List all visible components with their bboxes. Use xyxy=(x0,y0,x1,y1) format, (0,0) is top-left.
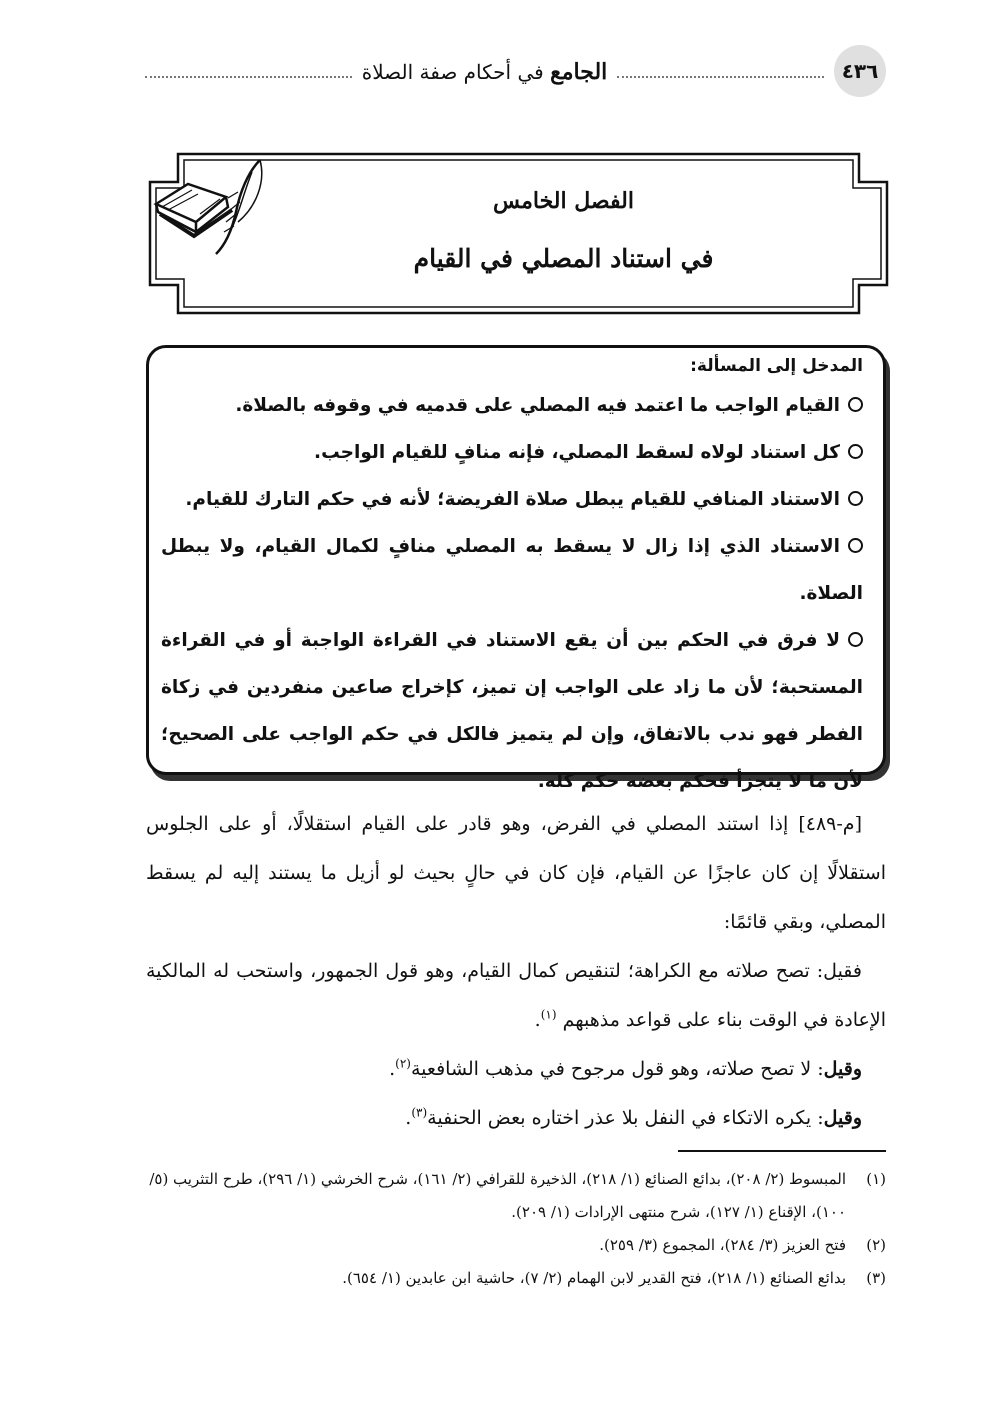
intro-point xyxy=(161,617,863,805)
intro-point xyxy=(161,382,863,429)
header-dots-left xyxy=(145,76,352,78)
intro-heading: المدخل إلى المسألة: xyxy=(690,356,863,376)
paragraph: [م-٤٨٩] إذا استند المصلي في الفرض، وهو قادر على القيام استقلالًا، أو على الجلوس استقلالًا إن كان عاجزًا عن القيام، فإن كان في حالٍ بحيث لو أزيل ما يستند إليه لم يسقط المصلي، وبقي قائمًا: xyxy=(146,813,886,933)
book-quill-icon xyxy=(148,152,268,262)
paragraph-lead: وقيل xyxy=(823,1058,862,1080)
book-title xyxy=(352,59,618,85)
footnote-number: (١) xyxy=(866,1170,886,1188)
footnote xyxy=(146,1163,886,1229)
circle-bullet-icon xyxy=(848,538,863,553)
footnote-text: فتح العزيز (٣/ ٢٨٤)، المجموع (٣/ ٢٥٩). xyxy=(599,1236,846,1254)
header-dots-right xyxy=(617,76,824,78)
circle-bullet-icon xyxy=(848,397,863,412)
paragraph-text: فقيل: تصح صلاته مع الكراهة؛ لتنقيص كمال القيام، وهو قول الجمهور، واستحب له المالكية الإعادة في الوقت بناء على قواعد مذهبهم xyxy=(146,960,886,1031)
chapter-number: الفصل الخامس xyxy=(493,188,634,214)
footnote-ref: (٢) xyxy=(395,1056,411,1071)
paragraph-text: : يكره الاتكاء في النفل بلا عذر اختاره بعض الحنفية xyxy=(427,1107,824,1129)
footnote-ref: (١) xyxy=(540,1007,557,1022)
intro-box xyxy=(146,345,886,792)
intro-point-text: القيام الواجب ما اعتمد فيه المصلي على قدميه في وقوفه بالصلاة. xyxy=(235,395,840,416)
footnote-text: بدائع الصنائع (١/ ٢١٨)، فتح القدير لابن الهمام (٢/ ٧)، حاشية ابن عابدين (١/ ٦٥٤). xyxy=(342,1269,846,1287)
chapter-heading xyxy=(298,152,889,315)
period: . xyxy=(534,1009,541,1031)
circle-bullet-icon xyxy=(848,444,863,459)
footnote-text: المبسوط (٢/ ٢٠٨)، بدائع الصنائع (١/ ٢١٨)، الذخيرة للقرافي (٢/ ١٦١)، شرح الخرشي (١/ ٢٩٦)، طرح التثريب (٥/ ١٠٠)، الإقناع (١/ ١٢٧)، شرح منتهى الإرادات (١/ ٢٠٩). xyxy=(149,1170,846,1221)
intro-point xyxy=(161,523,863,617)
circle-bullet-icon xyxy=(848,491,863,506)
paragraph xyxy=(146,1094,886,1143)
period: . xyxy=(405,1107,412,1129)
footnotes xyxy=(146,1163,886,1295)
footnote xyxy=(146,1262,886,1295)
book-title-rest: في أحكام صفة الصلاة xyxy=(361,60,544,84)
book-title-main: الجامع xyxy=(550,59,608,85)
paragraph xyxy=(146,1045,886,1094)
intro-points xyxy=(161,382,863,805)
intro-point-text: الاستناد المنافي للقيام يبطل صلاة الفريضة؛ لأنه في حكم التارك للقيام. xyxy=(185,489,840,510)
footnote-separator xyxy=(678,1150,886,1152)
paragraph-text: : لا تصح صلاته، وهو قول مرجوح في مذهب الشافعية xyxy=(410,1058,824,1080)
footnote xyxy=(146,1229,886,1262)
chapter-title: في استناد المصلي في القيام xyxy=(413,244,714,273)
intro-point-text: الاستناد الذي إذا زال لا يسقط به المصلي منافٍ لكمال القيام، ولا يبطل الصلاة. xyxy=(161,536,863,604)
circle-bullet-icon xyxy=(848,632,863,647)
footnote-ref: (٣) xyxy=(411,1105,428,1120)
intro-point-text: كل استناد لولاه لسقط المصلي، فإنه منافٍ للقيام الواجب. xyxy=(314,442,840,463)
page-number: ٤٣٦ xyxy=(834,45,886,97)
body-text xyxy=(146,800,886,1143)
intro-point xyxy=(161,429,863,476)
paragraph xyxy=(146,947,886,1045)
footnote-number: (٢) xyxy=(866,1236,886,1254)
intro-point xyxy=(161,476,863,523)
chapter-frame xyxy=(148,152,889,315)
paragraph-lead: وقيل xyxy=(823,1107,862,1129)
intro-point-text: لا فرق في الحكم بين أن يقع الاستناد في القراءة الواجبة أو في القراءة المستحبة؛ لأن ما زاد على الواجب إن تميز، كإخراج صاعين منفردين في زكاة الفطر فهو ندب بالاتفاق، وإن لم يتميز فالكل في حكم الواجب على الصحيح؛ لأن ما لا يتجزأ فحكم بعضه حكم كله. xyxy=(161,630,863,792)
period: . xyxy=(389,1058,396,1080)
footnote-number: (٣) xyxy=(866,1269,886,1287)
running-head xyxy=(145,57,824,87)
